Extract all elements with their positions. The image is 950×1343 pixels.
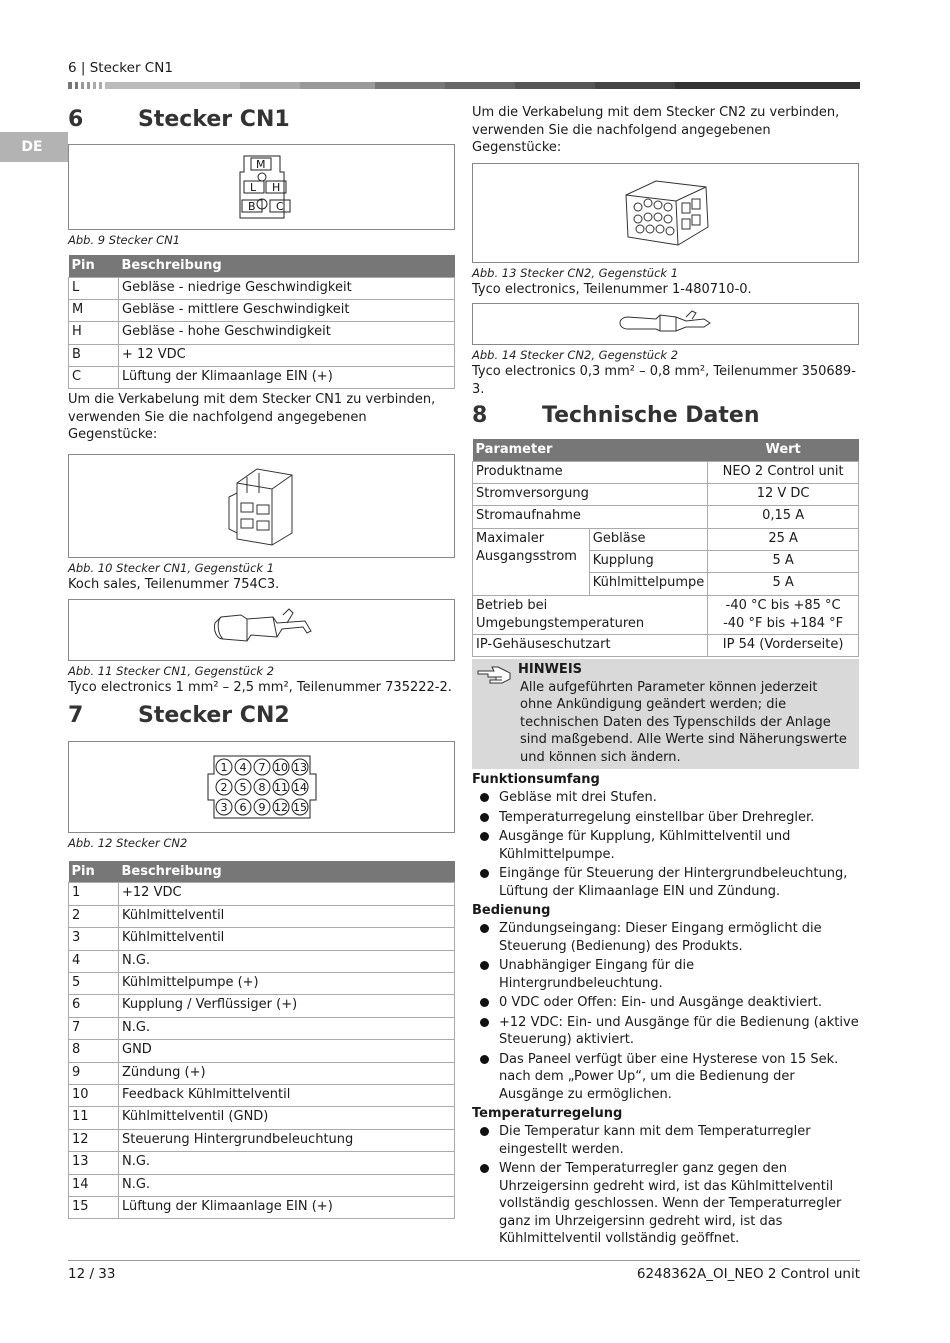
bedienung-list (472, 920, 859, 1103)
sub-parameter-cell: Gebläse (589, 528, 707, 550)
cn1-connector-diagram (222, 154, 302, 220)
pin-label: 1 (220, 760, 227, 774)
parameter-cell: IP-Gehäuseschutzart (473, 634, 708, 656)
pin-label-l: L (249, 181, 256, 194)
description-cell: Zündung (+) (119, 1062, 455, 1084)
pin-label: 2 (220, 780, 227, 794)
notice-text: Alle aufgeführten Parameter können jederzeit ohne Ankündigung geändert werden; die technischen Daten des Typenschilds der Anlage sind maßgebend. Alle Werte sind Näherungswerte und können sich ändern. (520, 679, 847, 765)
figure-cn2-connector (68, 741, 455, 833)
multi-pin-housing-icon (616, 173, 716, 253)
table-row (69, 1107, 455, 1129)
table-row (69, 928, 455, 950)
section-8-heading (472, 400, 859, 430)
column-header-description: Beschreibung (119, 861, 455, 883)
pin-label: 6 (239, 800, 246, 814)
value-line: -40 °C bis +85 °C (725, 597, 841, 613)
table-row (69, 1084, 455, 1106)
description-cell: N.G. (119, 1152, 455, 1174)
language-tab: DE (0, 132, 68, 162)
section-number: 6 (68, 106, 84, 132)
table-row (69, 905, 455, 927)
pin-label: 4 (239, 760, 246, 774)
subheading-bedienung: Bedienung (472, 903, 551, 919)
cn2-connector-diagram (206, 752, 318, 822)
description-cell: + 12 VDC (119, 344, 455, 366)
pin-label: 8 (258, 780, 265, 794)
table-row (69, 344, 455, 366)
page-number: 12 / 33 (68, 1266, 116, 1282)
pin-label: 11 (273, 780, 288, 794)
value-cell: 5 A (708, 573, 859, 595)
figure-cn1-connector (68, 144, 455, 230)
table-row (69, 1152, 455, 1174)
figure-caption: Abb. 11 Stecker CN1, Gegenstück 2 (68, 664, 275, 679)
cn2-pin-table (68, 861, 455, 1219)
technical-data-table (472, 439, 859, 657)
value-line: -40 °F bis +184 °F (723, 615, 844, 631)
table-row (69, 1196, 455, 1218)
pin-cell: L (69, 277, 119, 299)
pin-cell: 15 (69, 1196, 119, 1218)
pin-cell: 14 (69, 1174, 119, 1196)
pin-label: 10 (273, 760, 288, 774)
description-cell: +12 VDC (119, 883, 455, 905)
description-cell: Kühlmittelpumpe (+) (119, 973, 455, 995)
parameter-cell: Maximaler Ausgangsstrom (473, 528, 590, 595)
value-cell: 12 V DC (708, 483, 859, 505)
list-item: +12 VDC: Ein- und Ausgänge für die Bedienung (aktive Steuerung) aktiviert. (472, 1014, 859, 1049)
pin-cell: 7 (69, 1017, 119, 1039)
pin-contact-icon (616, 309, 716, 339)
list-item: Die Temperatur kann mit dem Temperaturregler eingestellt werden. (472, 1123, 859, 1158)
pin-label-m: M (255, 158, 265, 171)
list-item: Wenn der Temperaturregler ganz gegen den Uhrzeigersinn gedreht wird, ist das Kühlmittelventil vollständig geschlossen. Wenn der Temperaturregler ganz im Uhrzeigersinn gedreht wird, ist das Kühlmittelventil vollständig geöffnet. (472, 1160, 859, 1248)
pin-label: 14 (292, 780, 307, 794)
pin-cell: 5 (69, 973, 119, 995)
column-header-parameter: Parameter (473, 439, 708, 461)
column-header-value: Wert (708, 439, 859, 461)
funktionsumfang-list (472, 789, 859, 900)
list-item: Eingänge für Steuerung der Hintergrundbeleuchtung, Lüftung der Klimaanlage EIN und Zündung. (472, 865, 859, 900)
list-item: Unabhängiger Eingang für die Hintergrundbeleuchtung. (472, 957, 859, 992)
pin-label-c: C (275, 200, 284, 213)
notice-title: HINWEIS (518, 662, 583, 678)
description-cell: Feedback Kühlmittelventil (119, 1084, 455, 1106)
cn1-pin-table (68, 255, 455, 389)
figure-caption: Abb. 9 Stecker CN1 (68, 233, 181, 247)
part-number-text: Tyco electronics 0,3 mm² – 0,8 mm², Teilenummer 350689-3. (472, 364, 856, 397)
description-cell: Kühlmittelventil (119, 905, 455, 927)
pin-label: 5 (239, 780, 246, 794)
description-cell: Gebläse - niedrige Geschwindigkeit (119, 277, 455, 299)
table-row (69, 1062, 455, 1084)
table-row (69, 973, 455, 995)
cn2-intro-paragraph: Um die Verkabelung mit dem Stecker CN2 zu verbinden, verwenden Sie die nachfolgend angegebenen Gegenstücke: (472, 105, 840, 155)
table-row (69, 1040, 455, 1062)
value-cell: 0,15 A (708, 506, 859, 528)
table-row (473, 506, 859, 528)
value-cell (708, 595, 859, 634)
pin-cell: 1 (69, 883, 119, 905)
sub-parameter-cell: Kühlmittelpumpe (589, 573, 707, 595)
value-cell: 5 A (708, 551, 859, 573)
column-header-description: Beschreibung (119, 255, 455, 277)
pin-cell: B (69, 344, 119, 366)
temperaturregelung-list (472, 1123, 859, 1248)
pin-label: 7 (258, 760, 265, 774)
subheading-temperaturregelung: Temperaturregelung (472, 1106, 623, 1122)
pin-label: 12 (273, 800, 288, 814)
table-row (69, 883, 455, 905)
figure-cn2-counterpart-2 (472, 303, 859, 345)
description-cell: GND (119, 1040, 455, 1062)
crimp-terminal-icon (207, 605, 317, 655)
description-cell: N.G. (119, 950, 455, 972)
pin-label: 15 (292, 800, 307, 814)
sub-parameter-cell: Kupplung (589, 551, 707, 573)
list-item: 0 VDC oder Offen: Ein- und Ausgänge deaktiviert. (472, 994, 859, 1012)
table-row (69, 277, 455, 299)
description-cell: Steuerung Hintergrundbeleuchtung (119, 1129, 455, 1151)
housing-connector-icon (217, 463, 307, 549)
pin-cell: 8 (69, 1040, 119, 1062)
pin-cell: 4 (69, 950, 119, 972)
list-item: Temperaturregelung einstellbar über Drehregler. (472, 809, 859, 827)
table-row (69, 950, 455, 972)
parameter-cell: Produktname (473, 461, 708, 483)
table-row (473, 528, 859, 550)
table-row (69, 1174, 455, 1196)
parameter-cell: Stromversorgung (473, 483, 708, 505)
list-item: Ausgänge für Kupplung, Kühlmittelventil und Kühlmittelpumpe. (472, 828, 859, 863)
table-row (69, 1129, 455, 1151)
pointing-hand-icon (476, 663, 512, 691)
table-row (473, 483, 859, 505)
section-number: 8 (472, 402, 488, 428)
section-title: Technische Daten (542, 402, 760, 428)
description-cell: Lüftung der Klimaanlage EIN (+) (119, 1196, 455, 1218)
value-cell: IP 54 (Vorderseite) (708, 634, 859, 656)
figure-cn1-counterpart-1 (68, 454, 455, 558)
page-header: 6 | Stecker CN1 (68, 60, 173, 76)
list-item: Zündungseingang: Dieser Eingang ermöglicht die Steuerung (Bedienung) des Produkts. (472, 920, 859, 955)
table-row (69, 995, 455, 1017)
pin-cell: 6 (69, 995, 119, 1017)
table-row (69, 1017, 455, 1039)
section-number: 7 (68, 703, 84, 729)
pin-cell: 13 (69, 1152, 119, 1174)
figure-caption: Abb. 14 Stecker CN2, Gegenstück 2 (472, 348, 679, 362)
pin-label: 9 (258, 800, 265, 814)
description-cell: Gebläse - hohe Geschwindigkeit (119, 322, 455, 344)
value-cell: 25 A (708, 528, 859, 550)
table-row (69, 367, 455, 389)
pin-cell: 12 (69, 1129, 119, 1151)
pin-cell: 11 (69, 1107, 119, 1129)
table-row (473, 461, 859, 483)
cn1-intro-paragraph: Um die Verkabelung mit dem Stecker CN1 zu verbinden, verwenden Sie die nachfolgend angegebenen Gegenstücke: (68, 392, 436, 443)
pin-cell: 10 (69, 1084, 119, 1106)
pin-label: 3 (220, 800, 227, 814)
subheading-funktionsumfang: Funktionsumfang (472, 772, 600, 788)
right-column (472, 104, 859, 1250)
pin-cell: 9 (69, 1062, 119, 1084)
pin-cell: 3 (69, 928, 119, 950)
list-item: Gebläse mit drei Stufen. (472, 789, 859, 807)
parameter-cell: Betrieb bei Umgebungstemperaturen (473, 595, 708, 634)
description-cell: Gebläse - mittlere Geschwindigkeit (119, 299, 455, 321)
part-number-text: Tyco electronics, Teilenummer 1-480710-0. (472, 281, 752, 297)
pin-label-b: B (247, 200, 256, 213)
pin-cell: C (69, 367, 119, 389)
left-column (68, 104, 455, 1219)
figure-cn2-counterpart-1 (472, 163, 859, 263)
description-cell: Lüftung der Klimaanlage EIN (+) (119, 367, 455, 389)
footer-divider (68, 1260, 860, 1261)
pin-label: 13 (292, 760, 307, 774)
part-number-text: Koch sales, Teilenummer 754C3. (68, 576, 280, 592)
notice-box (472, 659, 859, 769)
part-number-text: Tyco electronics 1 mm² – 2,5 mm², Teilenummer 735222-2. (68, 680, 452, 696)
header-bar (68, 82, 860, 89)
column-header-pin: Pin (69, 255, 119, 277)
document-id: 6248362A_OI_NEO 2 Control unit (636, 1266, 860, 1282)
description-cell: Kühlmittelventil (119, 928, 455, 950)
table-row (69, 299, 455, 321)
pin-cell: M (69, 299, 119, 321)
section-title: Stecker CN2 (138, 703, 290, 729)
parameter-cell: Stromaufnahme (473, 506, 708, 528)
figure-caption: Abb. 12 Stecker CN2 (68, 835, 188, 850)
pin-label-h: H (271, 181, 280, 194)
description-cell: Kupplung / Verflüssiger (+) (119, 995, 455, 1017)
value-cell: NEO 2 Control unit (708, 461, 859, 483)
description-cell: N.G. (119, 1174, 455, 1196)
pin-cell: 2 (69, 905, 119, 927)
table-row (473, 595, 859, 634)
section-title: Stecker CN1 (138, 106, 290, 132)
description-cell: N.G. (119, 1017, 455, 1039)
section-7-heading (68, 701, 455, 731)
table-row (69, 322, 455, 344)
figure-caption: Abb. 13 Stecker CN2, Gegenstück 1 (472, 265, 679, 280)
column-header-pin: Pin (69, 861, 119, 883)
pin-cell: H (69, 322, 119, 344)
figure-caption: Abb. 10 Stecker CN1, Gegenstück 1 (68, 560, 275, 575)
list-item: Das Paneel verfügt über eine Hysterese von 15 Sek. nach dem „Power Up“, um die Bedienung der Ausgänge zu ermöglichen. (472, 1051, 859, 1104)
description-cell: Kühlmittelventil (GND) (119, 1107, 455, 1129)
figure-cn1-counterpart-2 (68, 599, 455, 661)
section-6-heading (68, 104, 455, 134)
table-row (473, 634, 859, 656)
